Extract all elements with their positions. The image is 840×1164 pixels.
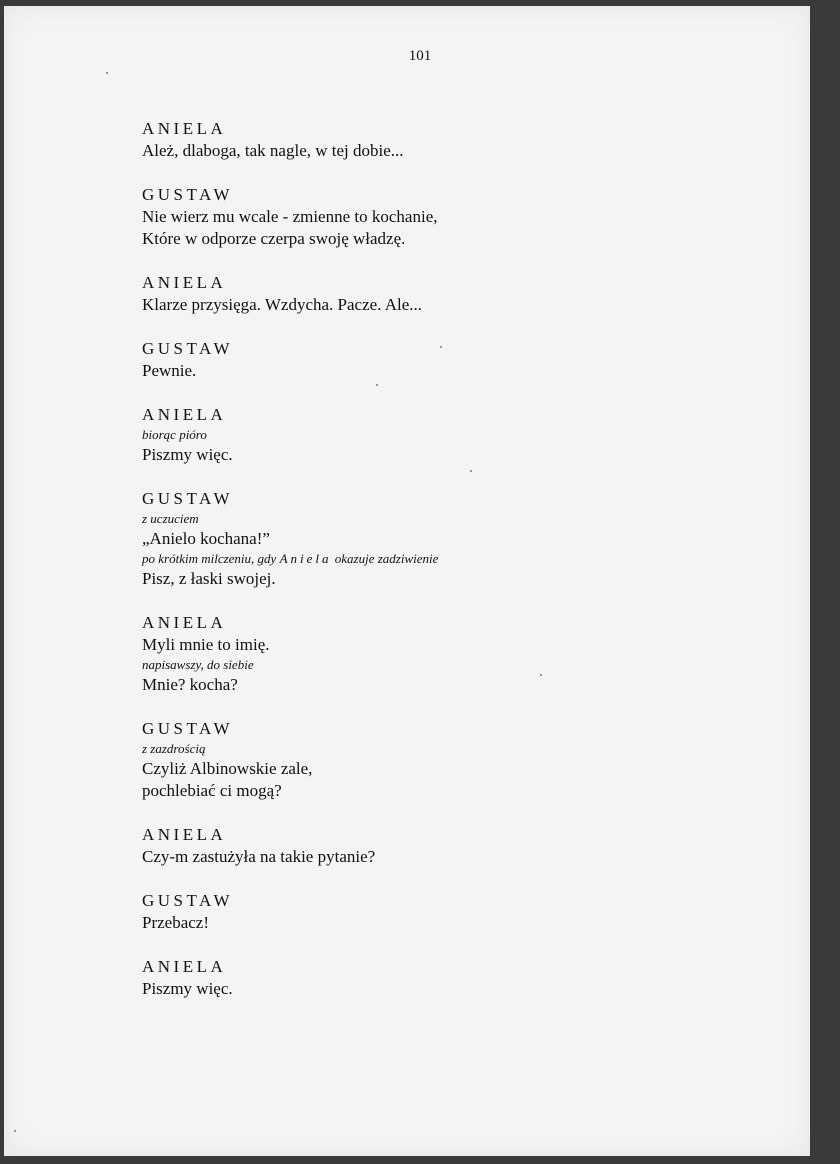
document-page [4,6,810,1156]
scan-speck [470,470,472,472]
dialogue-line: Klarze przysięga. Wzdycha. Pacze. Ale... [142,295,423,314]
speaker-name: GUSTAW [142,489,233,508]
dialogue-block [142,612,782,696]
dialogue-line: Przebacz! [142,913,210,932]
scan-speck [540,674,542,676]
speaker-name: GUSTAW [142,185,233,204]
dialogue-line: Piszmy więc. [142,979,233,998]
speaker-name: ANIELA [142,613,227,632]
scan-speck [376,384,378,386]
dialogue-block [142,718,782,802]
stage-direction [142,550,782,568]
speaker-name: GUSTAW [142,891,233,910]
scan-speck [440,346,442,348]
dialogue-block [142,404,782,466]
stage-direction-character: Aniela [279,551,332,566]
speaker-name: ANIELA [142,273,227,292]
dialogue-line: Myli mnie to imię. [142,635,270,654]
stage-direction: biorąc pióro [142,427,207,442]
dialogue-line: Nie wierz mu wcale - zmienne to kochanie, [142,207,438,226]
stage-direction-text: okazuje zadziwienie [331,551,439,566]
stage-direction: napisawszy, do siebie [142,657,254,672]
dialogue-line: „Anielo kochana!” [142,529,270,548]
dialogue-block [142,488,782,590]
dialogue-block [142,956,782,1000]
dialogue-line: Pewnie. [142,361,197,380]
stage-direction: z zazdrością [142,741,206,756]
speaker-name: ANIELA [142,957,227,976]
dialogue-block [142,824,782,868]
stage-direction: z uczuciem [142,511,199,526]
dialogue-block [142,118,782,162]
dialogue-block [142,272,782,316]
speaker-name: GUSTAW [142,719,233,738]
dialogue-content [142,118,782,1022]
dialogue-line: Które w odporze czerpa swoję władzę. [142,229,406,248]
speaker-name: GUSTAW [142,339,233,358]
dialogue-line: Piszmy więc. [142,445,233,464]
speaker-name: ANIELA [142,119,227,138]
dialogue-block [142,890,782,934]
scan-speck [14,1130,16,1132]
stage-direction-text: po krótkim milczeniu, gdy [142,551,280,566]
scan-speck [106,72,108,74]
page-number: 101 [408,48,432,64]
dialogue-block [142,184,782,250]
dialogue-line: Ależ, dlaboga, tak nagle, w tej dobie... [142,141,404,160]
dialogue-line: pochlebiać ci mogą? [142,781,282,800]
dialogue-line: Mnie? kocha? [142,675,238,694]
dialogue-line: Czyliż Albinowskie zale, [142,759,313,778]
dialogue-block [142,338,782,382]
speaker-name: ANIELA [142,825,227,844]
speaker-name: ANIELA [142,405,227,424]
dialogue-line: Czy-m zastużyła na takie pytanie? [142,847,376,866]
dialogue-line: Pisz, z łaski swojej. [142,569,276,588]
